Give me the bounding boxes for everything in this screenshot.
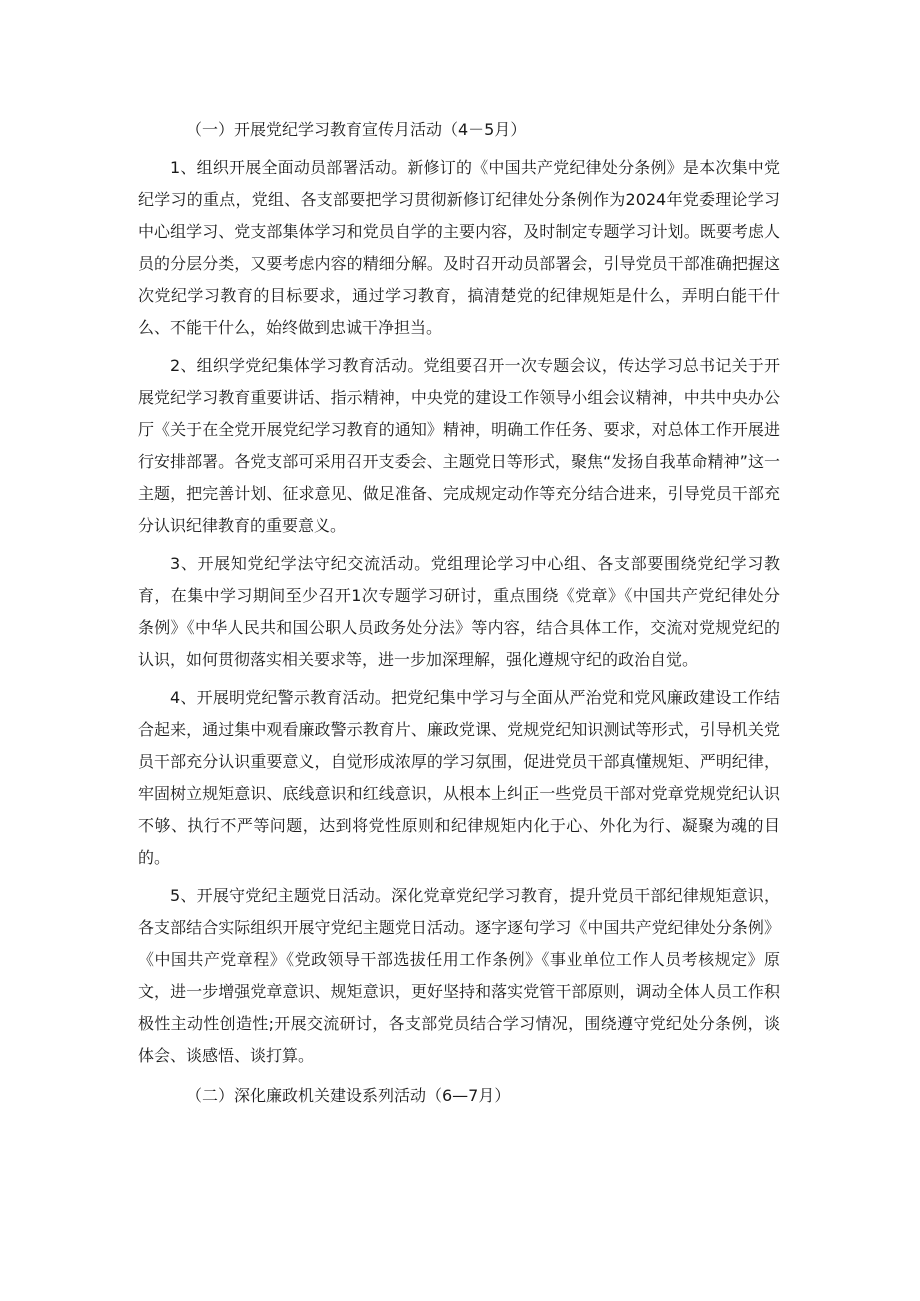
section-heading-2: （二）深化廉政机关建设系列活动（6—7月）: [186, 1086, 511, 1105]
paragraph-2: 2、组织学党纪集体学习教育活动。党组要召开一次专题会议，传达学习总书记关于开展党纪学习教育重要讲话、指示精神，中央党的建设工作领导小组会议精神，中共中央办公厅《关于在全党开展党纪学习教育的通知》精神，明确工作任务、要求，对总体工作开展进行安排部署。各党支部可采用召开支委会、主题党日等形式，聚焦“发扬自我革命精神”这一主题，把完善计划、征求意见、做足准备、完成规定动作等充分结合进来，引导党员干部充分认识纪律教育的重要意义。: [138, 356, 780, 535]
paragraph-5: 5、开展守党纪主题党日活动。深化党章党纪学习教育，提升党员干部纪律规矩意识，各支部结合实际组织开展守党纪主题党日活动。逐字逐句学习《中国共产党纪律处分条例》《中国共产党章程》《党政领导干部选拔任用工作条例》《事业单位工作人员考核规定》原文，进一步增强党章意识、规矩意识，更好坚持和落实党管干部原则，调动全体人员工作积极性主动性创造性;开展交流研讨，各支部党员结合学习情况，围绕遵守党纪处分条例，谈体会、谈感悟、谈打算。: [138, 886, 780, 1065]
section-heading-1: （一）开展党纪学习教育宣传月活动（4－5月）: [186, 120, 527, 139]
paragraph-4: 4、开展明党纪警示教育活动。把党纪集中学习与全面从严治党和党风廉政建设工作结合起来，通过集中观看廉政警示教育片、廉政党课、党规党纪知识测试等形式，引导机关党员干部充分认识重要意义，自觉形成浓厚的学习氛围，促进党员干部真懂规矩、严明纪律，牢固树立规矩意识、底线意识和红线意识，从根本上纠正一些党员干部对党章党规党纪认识不够、执行不严等问题，达到将党性原则和纪律规矩内化于心、外化为行、凝聚为魂的目的。: [138, 688, 780, 867]
paragraph-1: 1、组织开展全面动员部署活动。新修订的《中国共产党纪律处分条例》是本次集中党纪学习的重点，党组、各支部要把学习贯彻新修订纪律处分条例作为2024年党委理论学习中心组学习、党支部集体学习和党员自学的主要内容，及时制定专题学习计划。既要考虑人员的分层分类，又要考虑内容的精细分解。及时召开动员部署会，引导党员干部准确把握这次党纪学习教育的目标要求，通过学习教育，搞清楚党的纪律规矩是什么，弄明白能干什么、不能干什么，始终做到忠诚干净担当。: [138, 158, 780, 337]
paragraph-3: 3、开展知党纪学法守纪交流活动。党组理论学习中心组、各支部要围绕党纪学习教育，在集中学习期间至少召开1次专题学习研讨，重点围绕《党章》《中国共产党纪律处分条例》《中华人民共和国公职人员政务处分法》等内容，结合具体工作，交流对党规党纪的认识，如何贯彻落实相关要求等，进一步加深理解，强化遵规守纪的政治自觉。: [138, 554, 780, 669]
document-body: [138, 114, 780, 1118]
